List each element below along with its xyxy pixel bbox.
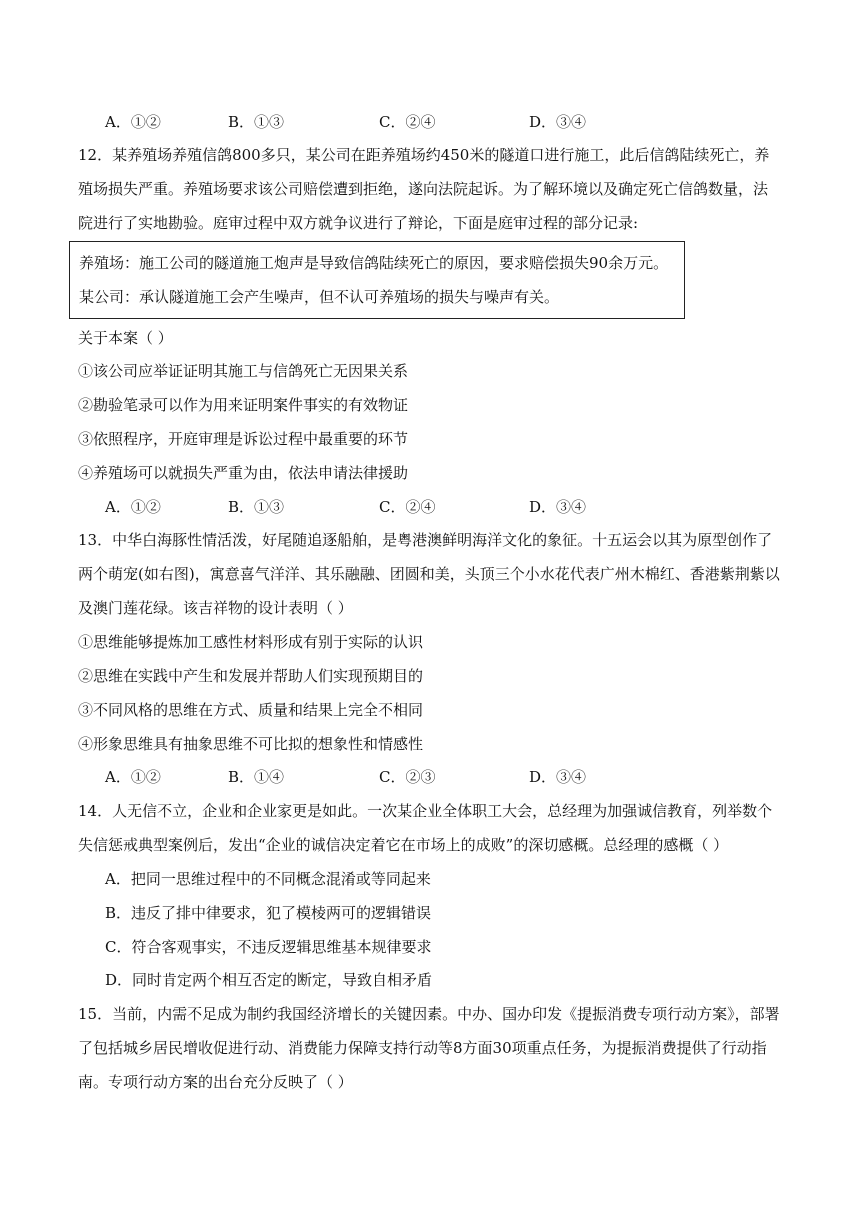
- q13-option-d: D．③④: [529, 768, 587, 786]
- court-record-box: [69, 241, 685, 319]
- q14-stem-line-2: 失信惩戒典型案例后，发出“企业的诚信决定着它在市场上的成败”的深切感概。总经理的感概（ ）: [78, 836, 729, 854]
- q12-options: [105, 497, 705, 517]
- q15-stem-line-2: 了包括城乡居民增收促进行动、消费能力保障支持行动等8方面30项重点任务，为提振消费提供了行动指: [78, 1039, 767, 1057]
- q11-option-b: B．①③: [228, 113, 285, 131]
- q12-option-d: D．③④: [529, 498, 587, 516]
- q12-stem-line-1: 12．某养殖场养殖信鸽800多只，某公司在距养殖场约450米的隧道口进行施工，此后信鸽陆续死亡，养: [78, 146, 770, 164]
- q12-stem-line-2: 殖场损失严重。养殖场要求该公司赔偿遭到拒绝，遂向法院起诉。为了解环境以及确定死亡信鸽数量，法: [78, 180, 769, 198]
- q14-option-d: D．同时肯定两个相互否定的断定，导致自相矛盾: [105, 971, 433, 989]
- q13-stem-line-1: 13．中华白海豚性情活泼，好尾随追逐船舶，是粤港澳鲜明海洋文化的象征。十五运会以其为原型创作了: [78, 531, 773, 549]
- q13-stem-line-3: 及澳门莲花绿。该吉祥物的设计表明（ ）: [78, 599, 353, 617]
- q15-stem-line-1: 15．当前，内需不足成为制约我国经济增长的关键因素。中办、国办印发《提振消费专项行动方案》，部署: [78, 1005, 780, 1023]
- record-line-company: 某公司：承认隧道施工会产生噪声，但不认可养殖场的损失与噪声有关。: [79, 288, 560, 306]
- q13-option-a: A．①②: [105, 768, 161, 786]
- q12-stem-line-3: 院进行了实地勘验。庭审过程中双方就争议进行了辩论，下面是庭审过程的部分记录:: [78, 214, 639, 232]
- q12-option-a: A．①②: [105, 498, 161, 516]
- q12-option-b: B．①③: [228, 498, 285, 516]
- q13-options: [105, 767, 705, 787]
- q11-option-a: A．①②: [105, 113, 161, 131]
- q14-option-b: B．违反了排中律要求，犯了模棱两可的逻辑错误: [105, 904, 432, 922]
- q11-option-d: D．③④: [529, 113, 587, 131]
- q12-statement-1: ①该公司应举证证明其施工与信鸽死亡无因果关系: [78, 362, 409, 380]
- q13-statement-2: ②思维在实践中产生和发展并帮助人们实现预期目的: [78, 667, 424, 685]
- q14-option-c: C．符合客观事实，不违反逻辑思维基本规律要求: [105, 938, 432, 956]
- q14-option-a: A．把同一思维过程中的不同概念混淆或等同起来: [105, 870, 431, 888]
- q13-stem-line-2: 两个萌宠(如右图)，寓意喜气洋洋、其乐融融、团圆和美，头顶三个小水花代表广州木棉红、香港紫荆紫以: [78, 565, 780, 583]
- record-line-farm: 养殖场：施工公司的隧道施工炮声是导致信鸽陆续死亡的原因，要求赔偿损失90余万元。: [79, 254, 669, 272]
- q13-option-b: B．①④: [228, 768, 285, 786]
- q13-option-c: C．②③: [379, 768, 436, 786]
- q12-prompt: 关于本案（ ）: [78, 329, 173, 347]
- q13-statement-3: ③不同风格的思维在方式、质量和结果上完全不相同: [78, 701, 424, 719]
- q13-statement-1: ①思维能够提炼加工感性材料形成有别于实际的认识: [78, 633, 424, 651]
- q15-stem-line-3: 南。专项行动方案的出台充分反映了（ ）: [78, 1073, 353, 1091]
- q13-statement-4: ④形象思维具有抽象思维不可比拟的想象性和情感性: [78, 735, 424, 753]
- q12-statement-2: ②勘验笔录可以作为用来证明案件事实的有效物证: [78, 396, 409, 414]
- q12-option-c: C．②④: [379, 498, 436, 516]
- q14-stem-line-1: 14．人无信不立，企业和企业家更是如此。一次某企业全体职工大会，总经理为加强诚信教育，列举数个: [78, 802, 773, 820]
- q12-statement-3: ③依照程序，开庭审理是诉讼过程中最重要的环节: [78, 430, 409, 448]
- q12-statement-4: ④养殖场可以就损失严重为由，依法申请法律援助: [78, 464, 409, 482]
- q11-options: [105, 112, 705, 132]
- q11-option-c: C．②④: [379, 113, 436, 131]
